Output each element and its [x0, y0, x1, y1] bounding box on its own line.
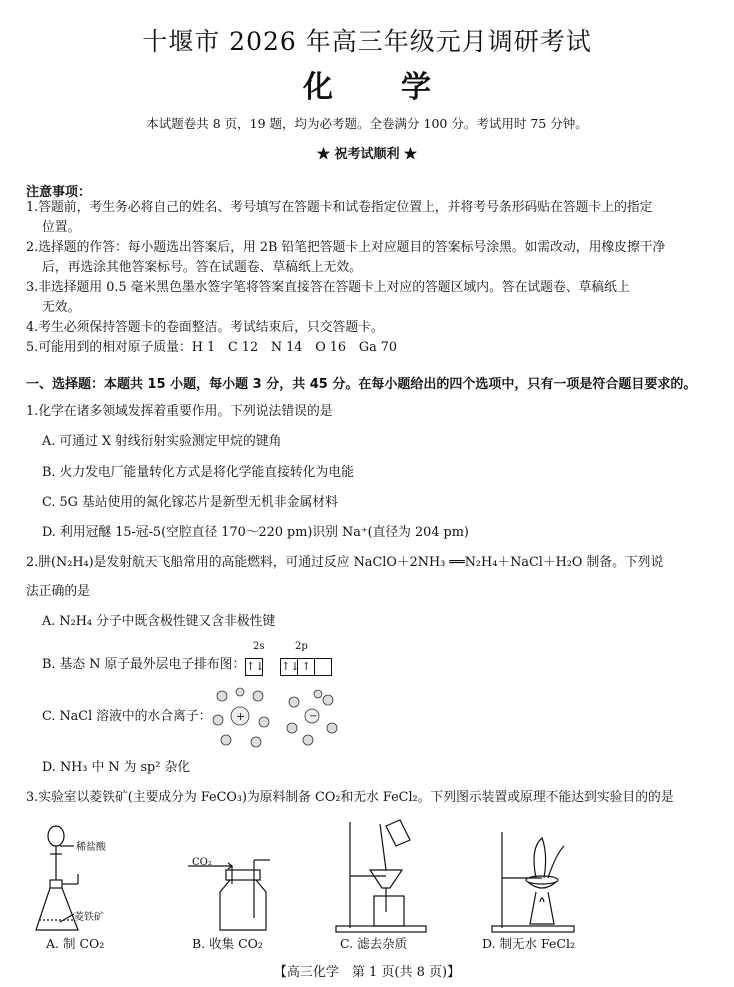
q3-stem: 3.实验室以菱铁矿(主要成分为 FeCO₃)为原料制备 CO₂和无水 FeCl₂。下列图示装置或原理不能达到实验目的的是 — [26, 790, 674, 805]
orbital-diagram — [246, 656, 332, 676]
exam-intro: 本试题卷共 8 页，19 题，均为必考题。全卷满分 100 分。考试用时 75 分钟。 — [146, 116, 588, 131]
notice-line: 4.考生必须保持答题卡的卷面整洁。考试结束后，只交答题卡。 — [26, 320, 384, 335]
q2-option-c: C. NaCl 溶液中的水合离子： — [42, 709, 212, 724]
q1-option-c: C. 5G 基站使用的氮化镓芯片是新型无机非金属材料 — [42, 495, 338, 510]
apparatus-d-evaporation — [490, 818, 590, 936]
hydrated-cation-icon — [213, 688, 269, 747]
section-heading: 一、选择题：本题共 15 小题，每小题 3 分，共 45 分。在每小题给出的四个选项中，只有一项是符合题目要求的。 — [26, 377, 697, 392]
orbital-box-2s: ↑↓ — [245, 658, 263, 676]
page-footer: 【高三化学 第 1 页(共 8 页)】 — [273, 965, 461, 980]
apparatus-c-filtration — [330, 818, 430, 936]
q1-option-a: A. 可通过 X 射线衍射实验测定甲烷的键角 — [42, 434, 282, 449]
q3-option-d-caption: D. 制无水 FeCl₂ — [482, 936, 575, 951]
hydrated-ions-diagram — [212, 684, 342, 750]
q3-option-c-caption: C. 滤去杂质 — [340, 936, 408, 951]
svg-text:+: + — [236, 710, 246, 723]
q2-option-a: A. N₂H₄ 分子中既含极性键又含非极性键 — [42, 614, 276, 629]
q2-option-b: B. 基态 N 原子最外层电子排布图： — [42, 657, 246, 672]
notice-line: 5.可能用到的相对原子质量：H 1 C 12 N 14 O 16 Ga 70 — [26, 340, 398, 355]
notice-line: 位置。 — [42, 220, 81, 235]
notice-line: 无效。 — [42, 300, 81, 315]
q2-stem-line2: 法正确的是 — [26, 584, 90, 599]
notice-list — [26, 198, 711, 358]
notice-line: 后，再选涂其他答案标号。答在试题卷、草稿纸上无效。 — [42, 260, 362, 275]
orbital-box-2p-2: ↑ — [297, 658, 315, 676]
good-luck-banner: ★ 祝考试顺利 ★ — [316, 147, 418, 162]
orbital-2p-label: 2p — [295, 641, 308, 652]
notice-line: 2.选择题的作答：每小题选出答案后，用 2B 铅笔把答题卡上对应题目的答案标号涂黑。如需改动，用橡皮擦干净 — [26, 240, 666, 255]
orbital-box-2p-3 — [314, 658, 332, 676]
q2-option-d: D. NH₃ 中 N 为 sp² 杂化 — [42, 760, 191, 775]
notice-heading: 注意事项： — [26, 185, 92, 200]
subject-char-b: 学 — [401, 70, 431, 105]
q1-option-b: B. 火力发电厂能量转化方式是将化学能直接转化为电能 — [42, 465, 354, 480]
notice-line: 1.答题前，考生务必将自己的姓名、考号填写在答题卡和试卷指定位置上，并将考号条形码贴在答题卡上的指定 — [26, 200, 653, 215]
q3-option-b-caption: B. 收集 CO₂ — [192, 936, 263, 951]
q1-option-d: D. 利用冠醚 15-冠-5(空腔直径 170～220 pm)识别 Na⁺(直径为 204 pm) — [42, 525, 469, 540]
notice-line: 3.非选择题用 0.5 毫米黑色墨水签字笔将答案直接答在答题卡上对应的答题区域内。答在试题卷、草稿纸上 — [26, 280, 630, 295]
orbital-2s-label: 2s — [253, 641, 265, 652]
orbital-box-2p-1: ↑↓ — [280, 658, 298, 676]
q1-stem: 1.化学在诸多领域发挥着重要作用。下列说法错误的是 — [26, 404, 333, 419]
subject-char-a: 化 — [303, 70, 333, 105]
subject-title — [0, 62, 734, 106]
svg-text:−: − — [309, 711, 318, 722]
label-co2-inlet: CO₂ — [192, 857, 212, 868]
label-siderite: 菱铁矿 — [74, 912, 104, 923]
label-dilute-hcl: 稀盐酸 — [76, 842, 106, 853]
exam-title: 十堰市 2026 年高三年级元月调研考试 — [142, 27, 592, 56]
hydrated-anion-icon — [287, 690, 337, 745]
q2-stem-line1: 2.肼(N₂H₄)是发射航天飞船常用的高能燃料，可通过反应 NaClO＋2NH₃ ══N₂H₄＋NaCl＋H₂O 制备。下列说 — [26, 555, 664, 570]
q3-option-a-caption: A. 制 CO₂ — [46, 936, 105, 951]
